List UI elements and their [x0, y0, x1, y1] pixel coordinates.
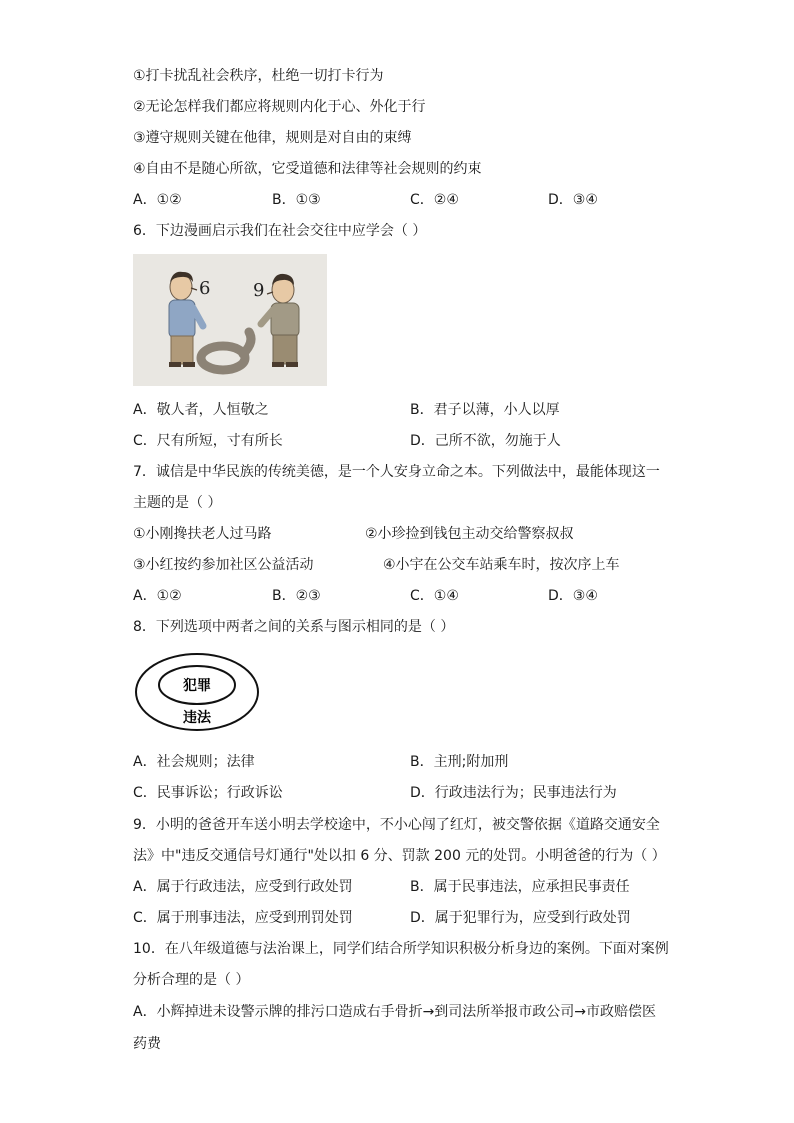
- q6-option-c: C．尺有所短，寸有所长: [133, 433, 283, 449]
- q8-option-d: D．行政违法行为；民事违法行为: [410, 785, 617, 801]
- q6-option-d: D．己所不欲，勿施于人: [410, 433, 561, 449]
- q9-option-b: B．属于民事违法，应承担民事责任: [410, 879, 630, 895]
- q9-stem-line1: 9．小明的爸爸开车送小明去学校途中，不小心闯了红灯，被交警依据《道路交通安全: [133, 817, 660, 833]
- q9-option-d: D．属于犯罪行为，应受到行政处罚: [410, 910, 631, 926]
- q8-option-c: C．民事诉讼；行政诉讼: [133, 785, 283, 801]
- q6-stem: 6．下边漫画启示我们在社会交往中应学会（ ）: [133, 223, 427, 239]
- q9-option-a: A．属于行政违法，应受到行政处罚: [133, 879, 353, 895]
- left-bubble-number: 6: [199, 278, 211, 299]
- q6-option-a: A．敬人者，人恒敬之: [133, 402, 269, 418]
- q7-stem-line2: 主题的是（ ）: [133, 495, 222, 511]
- nested-ellipse-diagram: [134, 651, 260, 733]
- q7-option-a: A．①②: [133, 588, 182, 604]
- q7-option-d: D．③④: [548, 588, 598, 604]
- q7-statement-1: ①小刚搀扶老人过马路: [133, 526, 272, 542]
- q10-option-a-line1: A．小辉掉进未设警示牌的排污口造成右手骨折→到司法所举报市政公司→市政赔偿医: [133, 1004, 657, 1020]
- q5-option-c: C．②④: [410, 192, 459, 208]
- inner-label: 犯罪: [183, 678, 211, 694]
- right-bubble-number: 9: [253, 280, 265, 301]
- q7-stem-line1: 7．诚信是中华民族的传统美德，是一个人安身立命之本。下列做法中，最能体现这一: [133, 464, 660, 480]
- q5-statement-3: ③遵守规则关键在他律，规则是对自由的束缚: [133, 130, 412, 146]
- q5-statement-1: ①打卡扰乱社会秩序，杜绝一切打卡行为: [133, 68, 384, 84]
- q7-statement-4: ④小宇在公交车站乘车时，按次序上车: [383, 557, 620, 573]
- q5-option-d: D．③④: [548, 192, 598, 208]
- q8-stem: 8．下列选项中两者之间的关系与图示相同的是（ ）: [133, 619, 455, 635]
- q6-option-b: B．君子以薄，小人以厚: [410, 402, 560, 418]
- q8-option-b: B．主刑;附加刑: [410, 754, 509, 770]
- q5-statement-2: ②无论怎样我们都应将规则内化于心、外化于行: [133, 99, 426, 115]
- q8-option-a: A．社会规则；法律: [133, 754, 255, 770]
- cartoon-image: [133, 254, 327, 386]
- q10-stem-line1: 10．在八年级道德与法治课上，同学们结合所学知识积极分析身边的案例。下面对案例: [133, 941, 669, 957]
- q9-stem-line2: 法》中"违反交通信号灯通行"处以扣 6 分、罚款 200 元的处罚。小明爸爸的行为（ ）: [133, 848, 666, 864]
- q7-statement-2: ②小珍捡到钱包主动交给警察叔叔: [365, 526, 574, 542]
- outer-label: 违法: [183, 710, 211, 726]
- q5-option-b: B．①③: [272, 192, 321, 208]
- q10-stem-line2: 分析合理的是（ ）: [133, 972, 250, 988]
- q7-option-b: B．②③: [272, 588, 321, 604]
- q5-option-a: A．①②: [133, 192, 182, 208]
- q7-statement-3: ③小红按约参加社区公益活动: [133, 557, 314, 573]
- q9-option-c: C．属于刑事违法，应受到刑罚处罚: [133, 910, 353, 926]
- q10-option-a-line2: 药费: [133, 1036, 161, 1052]
- q5-statement-4: ④自由不是随心所欲，它受道德和法律等社会规则的约束: [133, 161, 482, 177]
- q7-option-c: C．①④: [410, 588, 459, 604]
